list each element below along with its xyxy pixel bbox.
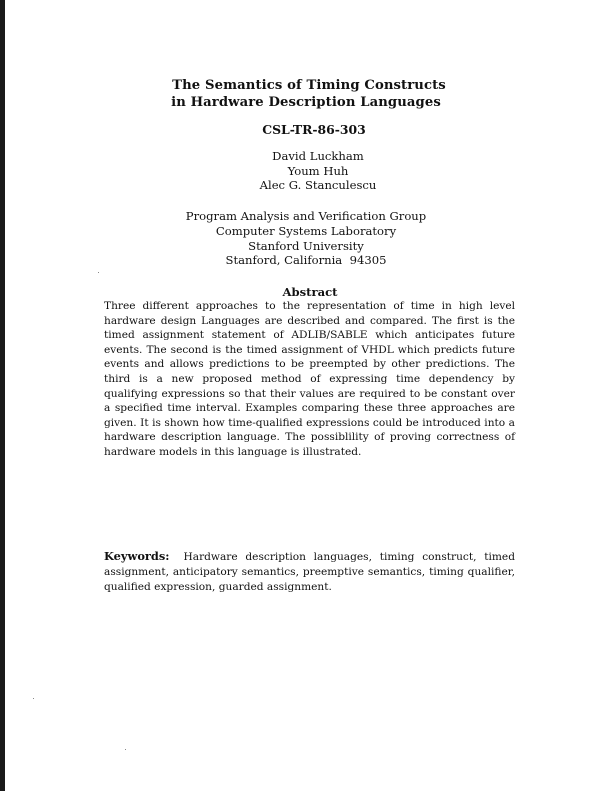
affiliation-address: Stanford, California 94305 — [225, 253, 387, 268]
affiliation-university: Stanford University — [248, 238, 364, 253]
title-line-1: The Semantics of Timing Constructs — [172, 78, 446, 93]
author-name: David Luckham — [272, 149, 364, 163]
keywords-text: Hardware description languages, timing construct, timed assignment, anticipatory semantics, preemptive semantics, timing qualifier, qualified expression, guarded assignment. — [104, 551, 515, 594]
scan-speck — [125, 749, 126, 750]
scan-speck — [33, 698, 34, 699]
scan-speck — [98, 272, 99, 273]
affiliation-block — [0, 209, 612, 268]
abstract-heading: Abstract — [282, 285, 338, 299]
affiliation-lab: Computer Systems Laboratory — [215, 223, 397, 238]
abstract-body: Three different approaches to the representation of time in high level hardware design Languages are described and compared. The first is the timed assignment statement of ADLIB/SABLE which anticipates future events. The second is the timed assignment of VHDL which predicts future events and allows predictions to be preempted by other predictions. The third is a new proposed method of expressing time dependency by qualifying expressions so that their values are required to be constant over a specified time interval. Examples comparing these three approaches are given. It is shown how time-qualified expressions could be introduced into a hardware description language. The possiblility of proving correctness of hardware models in this language is illustrated. — [104, 300, 515, 458]
author-name: Alec G. Stanculescu — [259, 178, 377, 192]
title-line-2: in Hardware Description Languages — [171, 95, 441, 110]
report-number: CSL-TR-86-303 — [262, 122, 366, 137]
affiliation-group: Program Analysis and Verification Group — [185, 209, 427, 223]
author-list — [0, 149, 612, 193]
author-name: Youm Huh — [287, 163, 349, 178]
keywords-paragraph — [104, 549, 515, 596]
paper-title — [0, 77, 612, 111]
keywords-label: Keywords: — [104, 549, 170, 563]
